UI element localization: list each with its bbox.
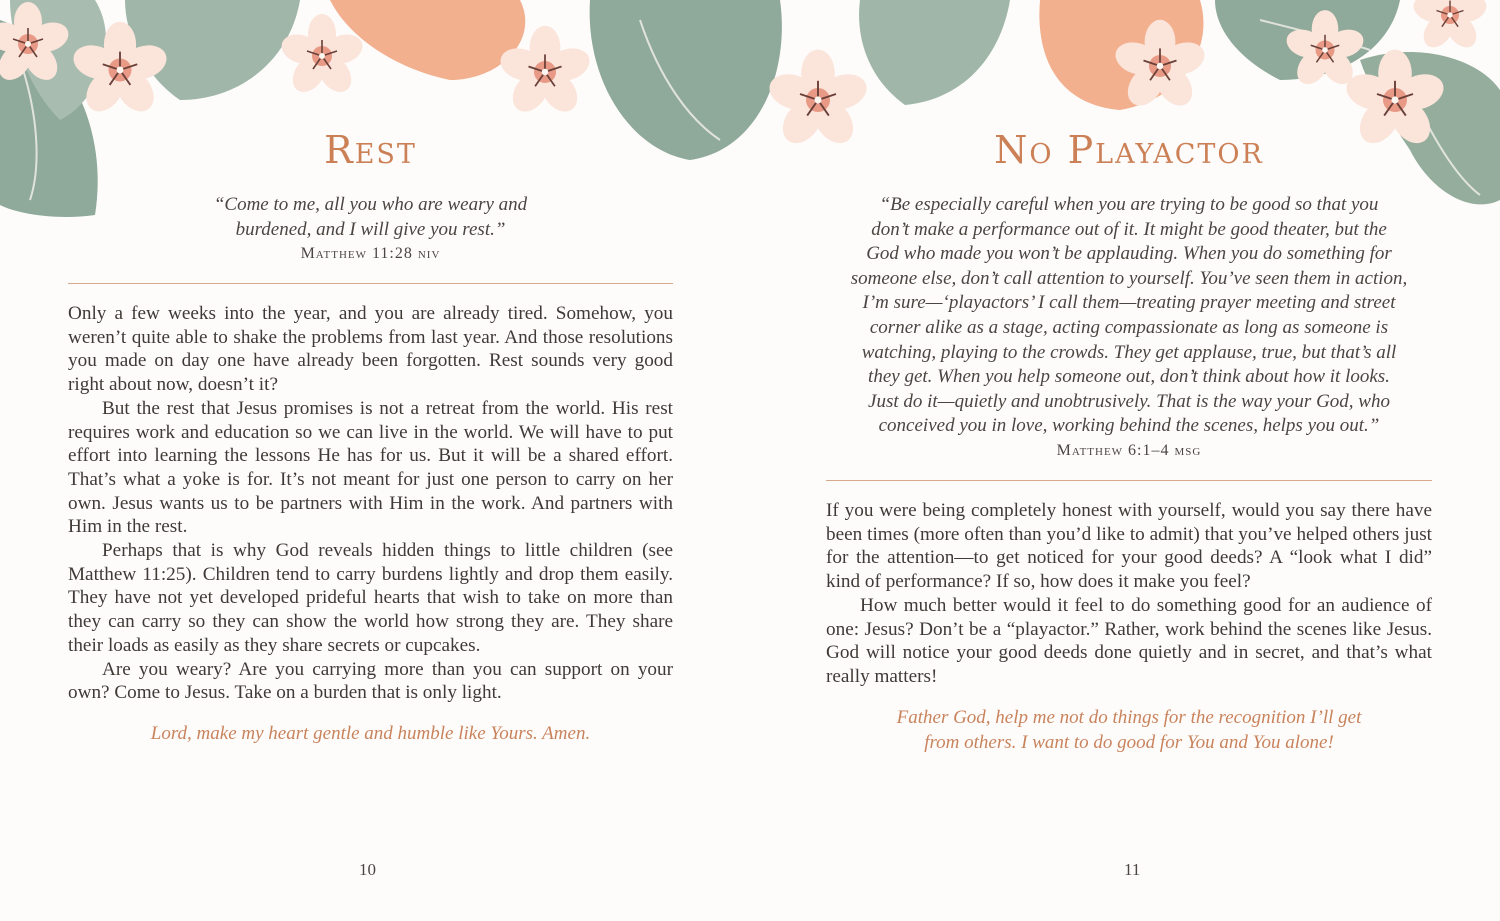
divider-rule [826, 480, 1432, 481]
body-paragraph: Only a few weeks into the year, and you are already tired. Somehow, you weren’t quite able to shake the problems from last year. And those resolutions you made on day one have already been forgotten. Rest sounds very good right about now, doesn’t it? [68, 303, 673, 396]
scripture-line: watching, playing to the crowds. They get applause, true, but that’s all [861, 341, 1397, 363]
left-page [68, 0, 673, 921]
scripture-line: “Be especially careful when you are trying to be good so that you [879, 194, 1379, 215]
body-paragraph: Perhaps that is why God reveals hidden things to little children (see Matthew 11:25). Children tend to carry burdens lightly and drop them easily. They have not yet developed prideful hearts that wish to take on more than they can carry so they can show the world how strong they are. They share their loads as easily as they share secrets or cupcakes. [68, 540, 673, 656]
scripture-line: someone else, don’t call attention to yourself. You’ve seen them in action, [850, 267, 1408, 289]
closing-prayer [68, 722, 673, 747]
scripture-line: “Come to me, all you who are weary and [213, 194, 528, 215]
scripture-quote [826, 193, 1432, 464]
scripture-reference: Matthew 6:1–4 msg [1056, 441, 1202, 459]
body-paragraph: But the rest that Jesus promises is not a retreat from the world. His rest requires work and education so we can live in the world. We will have to put effort into learning the lessons He has for us. But it will be a shared effort. That’s what a yoke is for. It’s not meant for just one person to carry on her own. Jesus wants us to be partners with Him in the work. And partners with Him in the rest. [68, 397, 673, 538]
prayer-line: from others. I want to do good for You and You alone! [924, 731, 1334, 753]
page-number: 11 [1124, 860, 1141, 879]
devotional-body [68, 302, 673, 705]
scripture-line: conceived you in love, working behind the scenes, helps you out.” [878, 415, 1380, 437]
scripture-line: corner alike as a stage, acting compassionate as long as someone is [869, 316, 1389, 338]
scripture-line: burdened, and I will give you rest.” [235, 218, 506, 240]
divider-rule [68, 283, 673, 284]
closing-prayer [826, 706, 1432, 755]
scripture-line: God who made you won’t be applauding. When you do something for [866, 243, 1392, 265]
body-paragraph: Are you weary? Are you carrying more than you can support on your own? Come to Jesus. Take on a burden that is only light. [68, 658, 673, 704]
scripture-line: I’m sure—‘playactors’ I call them—treating prayer meeting and street [862, 292, 1396, 314]
prayer-line: Lord, make my heart gentle and humble like Yours. Amen. [150, 723, 591, 744]
right-page [826, 0, 1432, 921]
scripture-line: they get. When you help someone out, don’t think about how it looks. [868, 366, 1390, 388]
devotional-body [826, 499, 1432, 689]
body-paragraph: How much better would it feel to do something good for an audience of one: Jesus? Don’t be a “playactor.” Rather, work behind the scenes like Jesus. God will notice your good deeds done quietly and in secret, and that’s what really matters! [826, 594, 1432, 687]
scripture-quote [68, 193, 673, 267]
prayer-line: Father God, help me not do things for the recognition I’ll get [896, 707, 1362, 728]
page-title: Rest [324, 128, 417, 172]
scripture-line: Just do it—quietly and unobtrusively. That is the way your God, who [868, 390, 1390, 412]
scripture-line: don’t make a performance out of it. It might be good theater, but the [871, 218, 1387, 240]
body-paragraph: If you were being completely honest with yourself, would you say there have been times (more often than you’d like to admit) that you’ve helped others just for the attention—to get noticed for your good deeds? A “look what I did” kind of performance? If so, how does it make you feel? [826, 500, 1432, 593]
scripture-reference: Matthew 11:28 niv [300, 245, 441, 263]
page-number: 10 [359, 860, 376, 879]
page-title: No Playactor [994, 128, 1264, 172]
